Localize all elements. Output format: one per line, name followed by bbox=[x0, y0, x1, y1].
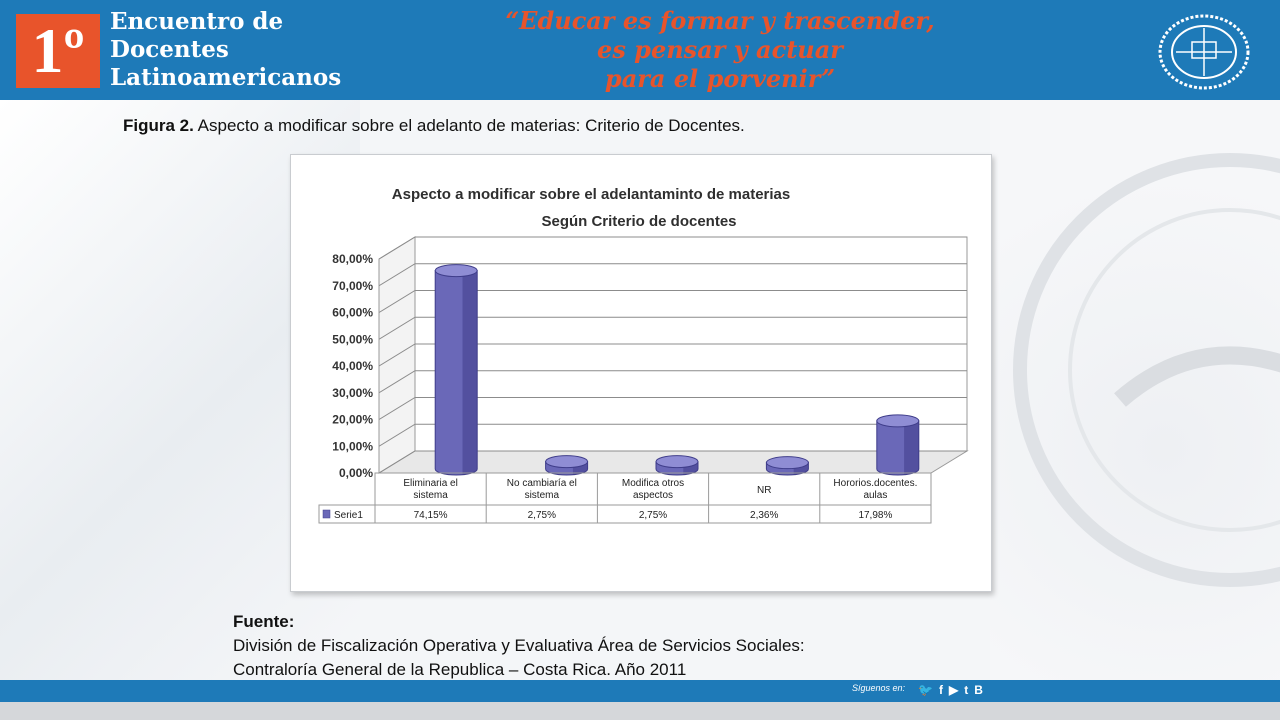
data-value-label: 2,75% bbox=[527, 510, 556, 521]
y-tick-label: 20,00% bbox=[332, 412, 373, 427]
footer-strip bbox=[0, 702, 1280, 720]
legend-series-name: Serie1 bbox=[334, 510, 363, 521]
x-category-label: Modifica otros bbox=[621, 478, 685, 489]
motto-line: “Educar es formar y trascender, bbox=[505, 6, 935, 35]
y-tick-label: 70,00% bbox=[332, 278, 373, 293]
chart-frame bbox=[290, 154, 992, 592]
tumblr-icon[interactable]: t bbox=[964, 683, 969, 697]
bar-top bbox=[656, 456, 698, 468]
data-value-label: 2,36% bbox=[750, 510, 779, 521]
bar-shade bbox=[904, 421, 919, 474]
x-category-label: Eliminaria el bbox=[403, 478, 458, 489]
figure-caption-label: Figura 2. bbox=[123, 116, 194, 135]
x-category-label: NR bbox=[756, 485, 772, 496]
motto-line: para el porvenir” bbox=[604, 64, 836, 93]
data-value-label: 2,75% bbox=[638, 510, 668, 521]
y-tick-label: 80,00% bbox=[332, 252, 373, 266]
data-value-label: 17,98% bbox=[858, 510, 893, 521]
x-category-label: No cambiaría el bbox=[506, 478, 577, 489]
bar-top bbox=[877, 415, 919, 427]
bar bbox=[656, 456, 698, 475]
event-title-line: Latinoamericanos bbox=[110, 64, 342, 91]
facebook-icon[interactable]: f bbox=[938, 683, 943, 697]
bar-top bbox=[546, 456, 588, 468]
event-logo: 1º bbox=[16, 14, 100, 88]
bar bbox=[546, 456, 588, 475]
source-note bbox=[233, 610, 805, 682]
y-tick-label: 10,00% bbox=[332, 439, 373, 454]
y-tick-label: 40,00% bbox=[332, 359, 373, 373]
university-watermark bbox=[1000, 150, 1280, 630]
motto-line: es pensar y actuar bbox=[597, 35, 843, 64]
y-tick-label: 30,00% bbox=[332, 385, 373, 400]
bar-shade bbox=[463, 271, 478, 475]
social-links bbox=[918, 683, 983, 698]
bar bbox=[766, 457, 808, 475]
table-value-row bbox=[319, 505, 931, 523]
figure-caption bbox=[123, 116, 745, 136]
bar bbox=[435, 265, 477, 475]
x-category-label: Hororios.docentes. bbox=[833, 478, 918, 489]
source-label: Fuente: bbox=[233, 612, 295, 631]
footer-bar bbox=[0, 680, 1280, 702]
bar-top bbox=[435, 265, 477, 277]
youtube-icon[interactable]: ▶ bbox=[948, 683, 959, 697]
bar-top bbox=[766, 457, 808, 469]
university-seal-icon bbox=[1156, 12, 1252, 92]
twitter-icon[interactable]: 🐦 bbox=[918, 683, 933, 697]
chart-title-line-1: Aspecto a modificar sobre el adelantaminto de materias bbox=[391, 186, 791, 203]
event-title-line: Docentes bbox=[110, 36, 229, 63]
source-line bbox=[233, 610, 805, 658]
legend-swatch bbox=[323, 510, 330, 518]
x-category-label: sistema bbox=[413, 490, 448, 501]
x-category-label: sistema bbox=[524, 490, 560, 501]
event-title bbox=[110, 8, 410, 92]
follow-us-label: Síguenos en: bbox=[852, 683, 906, 693]
chart-title-line-2: Según Criterio de docentes bbox=[541, 213, 737, 230]
figure-caption-text: Aspecto a modificar sobre el adelanto de materias: Criterio de Docentes. bbox=[193, 116, 745, 135]
y-tick-label: 50,00% bbox=[332, 332, 373, 347]
motto bbox=[470, 6, 970, 93]
blogger-icon[interactable]: B bbox=[974, 683, 983, 697]
event-title-line: Encuentro de bbox=[110, 8, 284, 35]
y-tick-label: 0,00% bbox=[338, 466, 373, 480]
source-line: Contraloría General de la Republica – Costa Rica. Año 2011 bbox=[233, 660, 687, 679]
header-banner bbox=[0, 0, 1280, 100]
bar bbox=[877, 415, 919, 475]
x-category-label: aulas bbox=[863, 490, 888, 501]
source-text: División de Fiscalización Operativa y Evaluativa Área de Servicios Sociales: bbox=[233, 636, 805, 655]
y-tick-label: 60,00% bbox=[332, 305, 373, 320]
x-category-label: aspectos bbox=[632, 490, 674, 501]
data-value-label: 74,15% bbox=[413, 510, 448, 521]
bar-chart bbox=[291, 155, 991, 591]
